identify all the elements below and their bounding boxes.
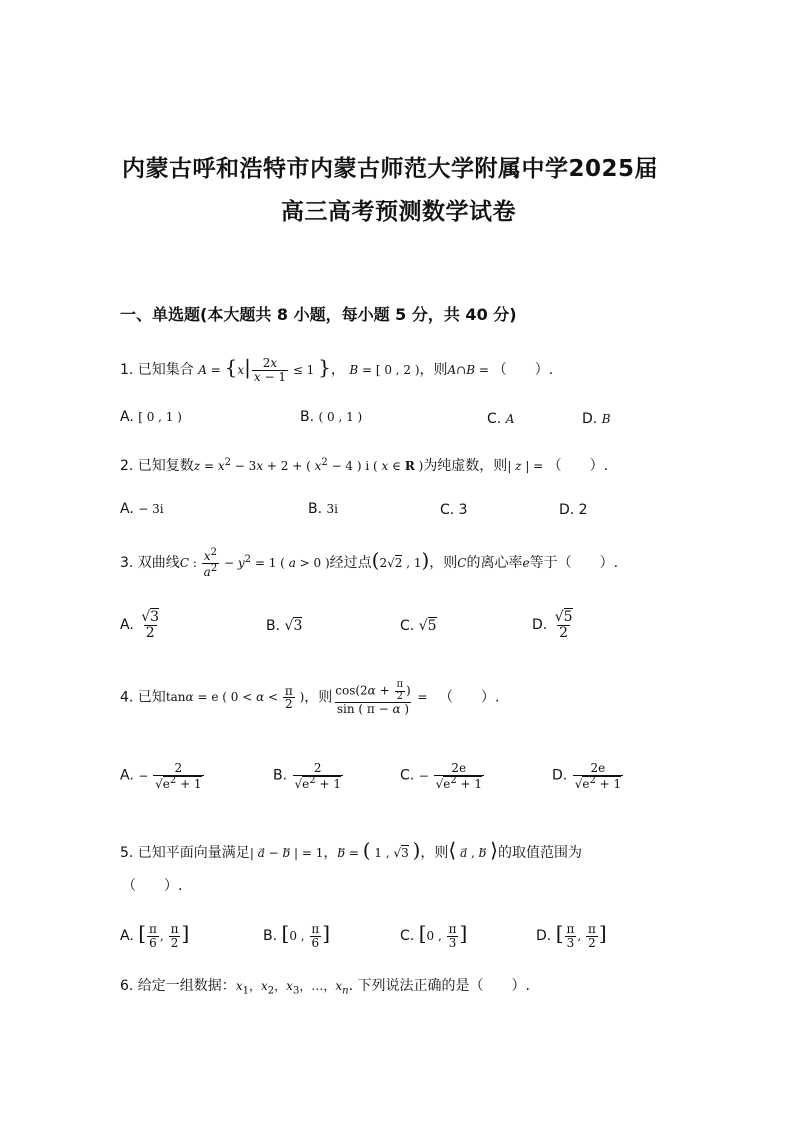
question-2: 2. 已知复数$z = x^2 - 3x + 2$ + ( $x^2 - 4$ ) i ( x ∈ R )为纯虚数，则| z | = （ ）.	[120, 457, 609, 474]
q5-option-d: D. [ $\frac{\pi}{3}$ , $\frac{\pi}{2}$ ]	[536, 921, 607, 950]
q6-suffix: . 下列说法正确的是（ ）.	[348, 978, 530, 994]
question-1: 1. 已知集合 A = {x| $\frac{2x}{x - 1}$ ≤ 1 }， B = [ 0 , 2 )，则A∩B = （ ）.	[120, 355, 554, 384]
q4-math: tanα = e ( 0 < α < $\frac{\pi}{2}$ )	[165, 683, 305, 712]
question-3: 3. 双曲线C : $\frac{x^2}{a^2}$ − $y^2 = 1$ ( a > 0 )经过点(2√2 , 1)，则C的离心率e等于（ ）.	[120, 547, 619, 579]
q3-option-a: A. $\frac{√3}{2}$	[120, 609, 160, 641]
q6-prefix: 6. 给定一组数据：	[120, 978, 236, 994]
question-4: 4. 已知tanα = e ( 0 < α < $\frac{\pi}{2}$ )，则 cos(2α + $\frac{\pi}{2}$ ) sin ( π − α ) = （ ）.	[120, 679, 500, 716]
q2-option-a: A. − 3i	[120, 501, 164, 517]
q1-option-b: B. ( 0 , 1 )	[300, 409, 363, 425]
question-5: 5. 已知平面向量满足| a⃗ − b⃗ | = 1，b⃗ = ( 1 , √3 )，则⟨ a⃗ , b⃗ ⟩的取值范围为	[120, 838, 582, 862]
q2-option-d: D. 2	[559, 502, 588, 518]
title-line-1: 内蒙古呼和浩特市内蒙古师范大学附属中学2025届	[122, 156, 659, 182]
q5-option-c: C. [0 , $\frac{\pi}{3}$ ]	[400, 921, 468, 950]
q2-option-c: C. 3	[440, 502, 468, 518]
q4-option-c: C. − $\frac{2e}{√e^2 + 1}$	[400, 761, 483, 791]
q3-prefix: 3. 双曲线	[120, 555, 180, 571]
q1-option-c: C. A	[487, 411, 515, 427]
question-6	[120, 975, 530, 996]
q3-math: C : $\frac{x^2}{a^2}$ − $y^2 = 1$ ( a > 0 )	[179, 547, 330, 579]
q5-cond-2: b⃗ = ( 1 , √3 )	[337, 838, 421, 862]
title-line-2: 高三高考预测数学试卷	[281, 199, 516, 225]
q3-option-d: D. $\frac{√5}{2}$	[532, 609, 573, 641]
q1-math-set-b: B = [ 0 , 2 )	[349, 363, 420, 377]
q3-option-b: B. √3	[266, 618, 303, 634]
q3-point: (2√2 , 1)	[371, 548, 430, 572]
q1-option-a: A. [ 0 , 1 )	[120, 409, 182, 425]
q3-option-c: C. √5	[400, 618, 437, 634]
q5-cond-1: | a⃗ − b⃗ | = 1	[249, 846, 324, 860]
q1-math-set-a: A = {x| $\frac{2x}{x - 1}$ ≤ 1 }	[198, 355, 331, 384]
q1-option-d: D. B	[582, 411, 611, 427]
q4-expr: cos(2α + $\frac{\pi}{2}$ ) sin ( π − α ) =	[335, 679, 428, 716]
q5-paren: （ ）.	[122, 878, 183, 894]
q4-prefix: 4. 已知	[120, 689, 166, 706]
q5-option-a: A. [ $\frac{\pi}{6}$ , $\frac{\pi}{2}$ ]	[120, 921, 190, 950]
q5-option-b: B. [0 , $\frac{\pi}{6}$ ]	[263, 921, 331, 950]
q2-math: $z = x^2 - 3x + 2$ + ( $x^2 - 4$ ) i ( x ∈ R )	[193, 457, 424, 473]
section-heading: 一、单选题(本大题共 8 小题，每小题 5 分，共 40 分)	[120, 305, 517, 324]
q4-option-b: B. $\frac{2}{√e^2 + 1}$	[273, 761, 341, 791]
q5-angle: ⟨ a⃗ , b⃗ ⟩	[448, 838, 498, 862]
q5-prefix: 5. 已知平面向量满足	[120, 845, 250, 861]
q2-prefix: 2. 已知复数	[120, 458, 194, 474]
q6-data: $x_1$，$x_2$，$x_3$，…，$x_n$	[235, 979, 349, 997]
q4-option-a: A. − $\frac{2}{√e^2 + 1}$	[120, 761, 202, 791]
q2-option-b: B. 3i	[308, 501, 338, 517]
q1-prefix: 1. 已知集合	[120, 362, 194, 378]
q4-option-d: D. $\frac{2e}{√e^2 + 1}$	[552, 761, 622, 791]
